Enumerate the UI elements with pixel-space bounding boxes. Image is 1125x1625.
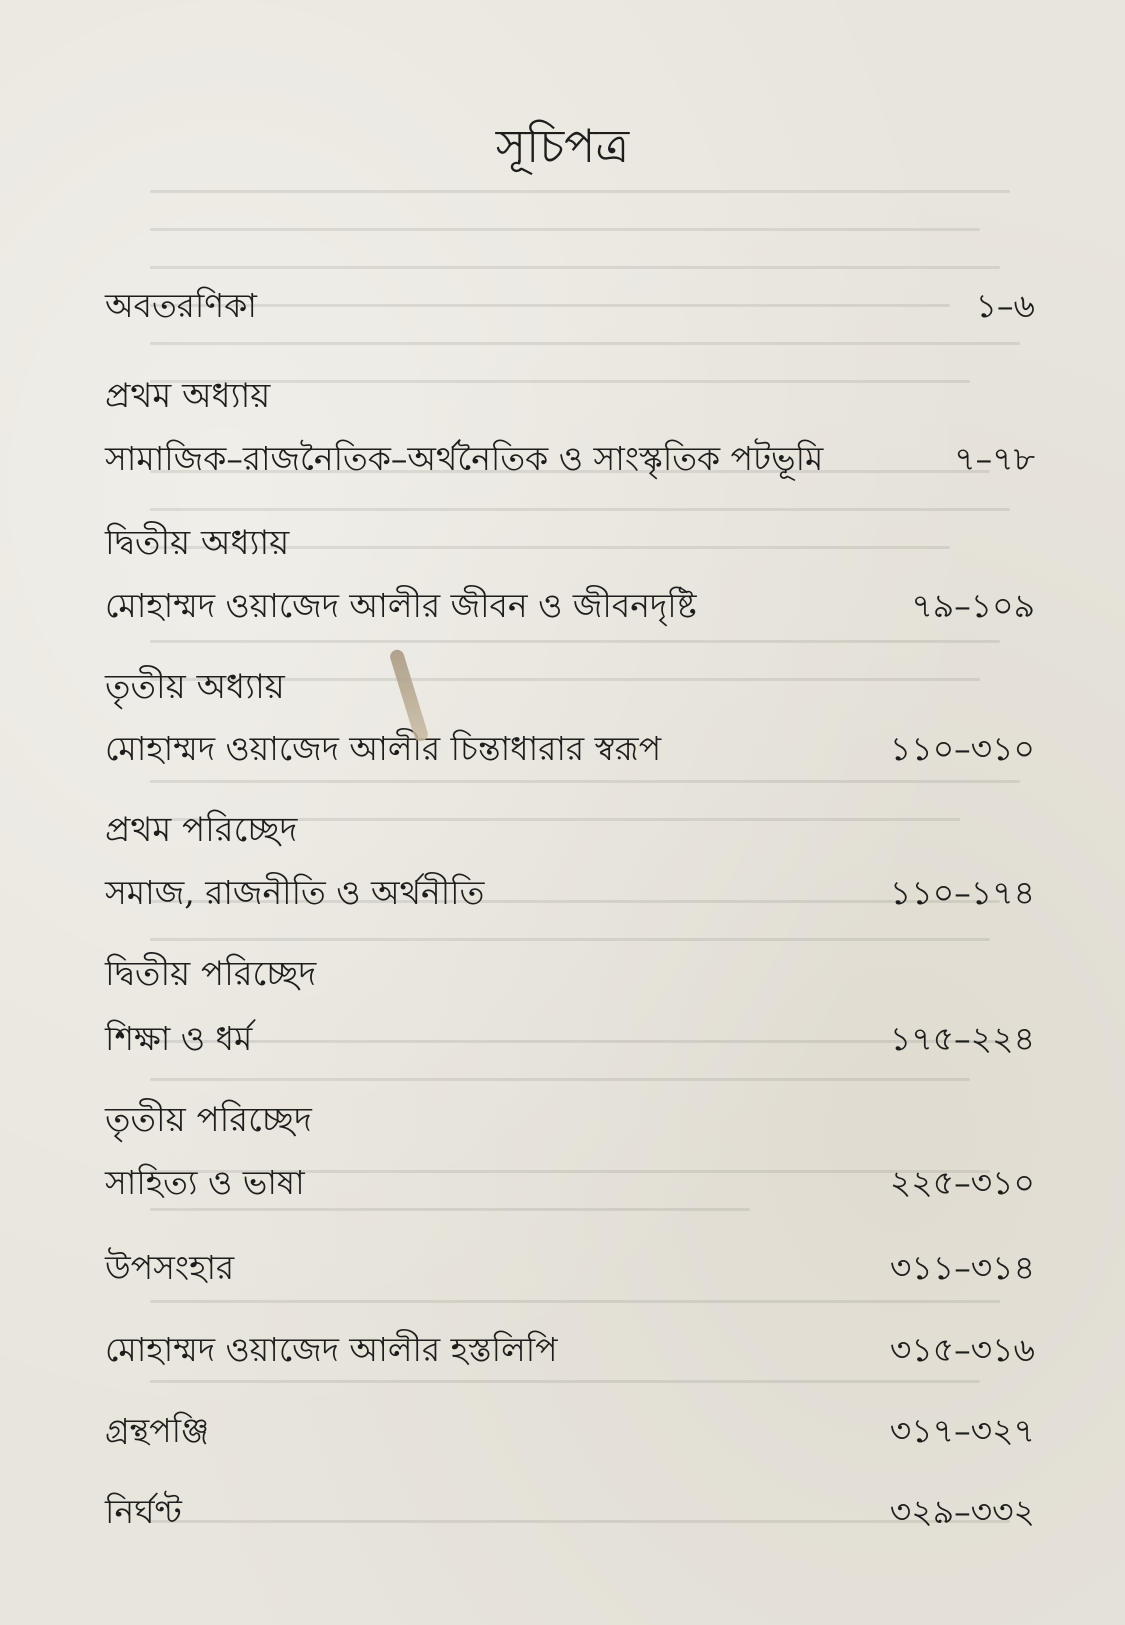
section-heading: তৃতীয় পরিচ্ছেদ bbox=[105, 1100, 312, 1140]
toc-entry-pages: ৭–৭৮ bbox=[954, 439, 1035, 478]
chapter-heading: তৃতীয় অধ্যায় bbox=[105, 667, 285, 707]
toc-entry bbox=[105, 727, 1035, 771]
toc-entry bbox=[105, 284, 1035, 328]
toc-entry bbox=[105, 871, 1035, 915]
toc-entry bbox=[105, 1409, 1035, 1453]
toc-entry bbox=[105, 437, 1035, 481]
toc-entry bbox=[105, 1161, 1035, 1205]
page-title: সূচিপত্র bbox=[495, 119, 630, 173]
section-heading: দ্বিতীয় পরিচ্ছেদ bbox=[105, 954, 317, 994]
toc-entry bbox=[105, 1328, 1035, 1372]
toc-entry bbox=[105, 1490, 1035, 1534]
toc-entry-label: মোহাম্মদ ওয়াজেদ আলীর জীবন ও জীবনদৃষ্টি bbox=[105, 586, 697, 625]
toc-entry-label: উপসংহার bbox=[105, 1248, 235, 1287]
toc-entry-pages: ১–৬ bbox=[975, 286, 1035, 325]
toc-entry-pages: ৩২৯–৩৩২ bbox=[889, 1492, 1035, 1531]
toc-entry-pages: ১৭৫–২২৪ bbox=[889, 1019, 1035, 1058]
chapter-heading: প্রথম অধ্যায় bbox=[105, 376, 271, 416]
toc-entry-pages: ২২৫–৩১০ bbox=[889, 1163, 1035, 1202]
toc-entry bbox=[105, 584, 1035, 628]
toc-entry-pages: ১১০–৩১০ bbox=[889, 729, 1035, 768]
toc-entry bbox=[105, 1246, 1035, 1290]
chapter-heading: দ্বিতীয় অধ্যায় bbox=[105, 523, 290, 563]
toc-entry-label: গ্রন্থপঞ্জি bbox=[105, 1411, 210, 1450]
toc-entry-pages: ৩১৭–৩২৭ bbox=[889, 1411, 1035, 1450]
toc-entry-pages: ৩১১–৩১৪ bbox=[889, 1248, 1035, 1287]
toc-entry-label: মোহাম্মদ ওয়াজেদ আলীর হস্তলিপি bbox=[105, 1330, 558, 1369]
section-heading: প্রথম পরিচ্ছেদ bbox=[105, 810, 298, 850]
toc-entry-pages: ১১০–১৭৪ bbox=[889, 873, 1035, 912]
toc-entry-label: মোহাম্মদ ওয়াজেদ আলীর চিন্তাধারার স্বরূপ bbox=[105, 729, 662, 768]
toc-entry-label: শিক্ষা ও ধর্ম bbox=[105, 1019, 253, 1058]
toc-entry-label: সমাজ, রাজনীতি ও অর্থনীতি bbox=[105, 873, 485, 912]
toc-entry-pages: ৭৯–১০৯ bbox=[911, 586, 1035, 625]
toc-entry-label: সামাজিক–রাজনৈতিক–অর্থনৈতিক ও সাংস্কৃতিক পটভূমি bbox=[105, 439, 824, 478]
toc-entry-label: সাহিত্য ও ভাষা bbox=[105, 1163, 305, 1202]
toc-entry bbox=[105, 1017, 1035, 1061]
toc-entry-label: নির্ঘণ্ট bbox=[105, 1492, 182, 1531]
toc-entry-label: অবতরণিকা bbox=[105, 286, 257, 325]
toc-entry-pages: ৩১৫–৩১৬ bbox=[889, 1330, 1035, 1369]
